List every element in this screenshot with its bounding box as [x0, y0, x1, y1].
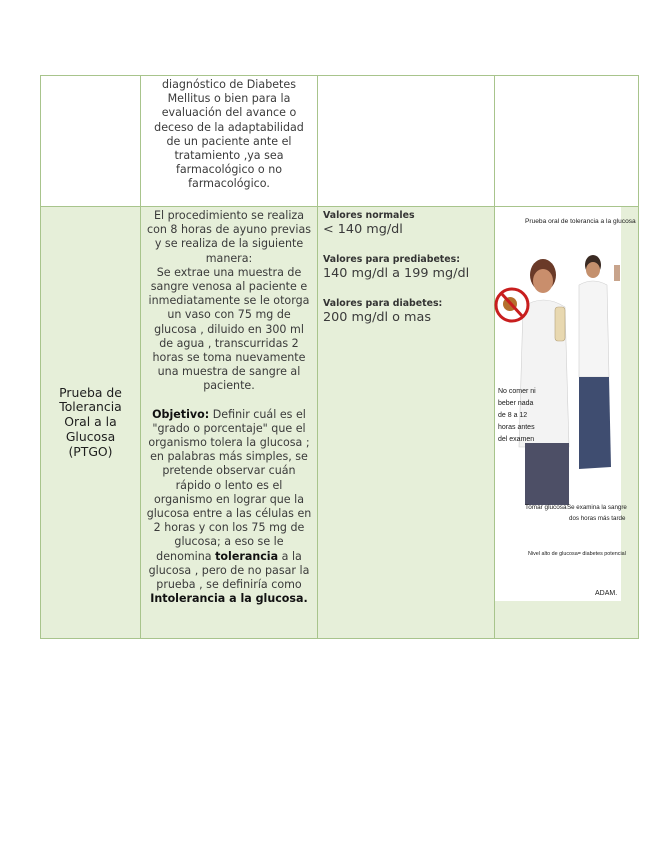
intolerance-term: Intolerancia a la glucosa.	[150, 592, 308, 606]
test-name-cell	[41, 207, 141, 639]
table-row	[41, 207, 639, 639]
tolerance-term: tolerancia	[215, 549, 279, 563]
normal-values: < 140 mg/dl	[323, 222, 403, 237]
svg-text:horas antes: horas antes	[498, 424, 535, 431]
illustration-title: Prueba oral de tolerancia a la glucosa	[525, 218, 636, 225]
svg-text:beber nada: beber nada	[498, 400, 534, 407]
woman-skirt	[525, 443, 569, 505]
values-list	[318, 207, 494, 326]
caption-exam-line1: Se examina la sangre	[567, 504, 627, 511]
values-cell	[318, 207, 495, 639]
objective-text: Definir cuál es el "grado o porcentaje" que el organismo tolera la glucosa ; en palabras más simples, se pretende observar cuán rápido o lento es el organismo en lograr que la glucosa entre a las células en 2 horas y con los 75 mg de glucosa; a eso se le denomina	[146, 407, 312, 563]
tolerance-tail: a la glucosa , pero de no pasar la prueba , se definiría como	[148, 549, 310, 592]
man-shirt	[579, 281, 609, 377]
test-name: Prueba de Tolerancia Oral a la Glucosa (PTGO)	[59, 384, 122, 459]
diabetes-values: 200 mg/dl o mas	[323, 310, 432, 325]
procedure-intro: El procedimiento se realiza con 8 horas de ayuno previas y se realiza de la siguiente manera:	[146, 209, 312, 265]
brand-logo: ADAM.	[595, 590, 618, 597]
empty-cell	[495, 76, 639, 207]
man-face	[586, 262, 600, 278]
svg-text:del examen: del examen	[498, 436, 535, 443]
procedure-detail: Se extrae una muestra de sangre venosa al paciente e inmediatamente se le otorga un vaso con 75 mg de glucosa , diluido en 300 ml de agua , transcurridas 2 horas se toma nuevamente una muestra de sangre al paciente.	[148, 265, 310, 393]
glucose-test-illustration	[495, 207, 636, 601]
caption-exam-line2: dos horas más tarde	[569, 515, 626, 522]
diabetes-values-label: Valores para diabetes:	[323, 298, 443, 309]
paragraph-gap	[146, 394, 312, 408]
normal-values-label: Valores normales	[323, 210, 415, 221]
image-cell	[495, 207, 639, 639]
empty-cell	[318, 76, 495, 207]
caption-drink: Tomar glucosa	[525, 504, 567, 511]
procedure-text	[141, 207, 317, 606]
man-pants	[579, 377, 611, 469]
blood-sample-tube	[614, 265, 620, 281]
objective-paragraph	[146, 408, 312, 607]
info-table	[40, 75, 639, 639]
description-text: diagnóstico de Diabetes Mellitus o bien para la evaluación del avance o deceso de la adaptabilidad de un paciente ante el tratamiento ,ya sea farmacológico o no farmacológico.	[154, 78, 304, 191]
svg-text:No comer ni: No comer ni	[498, 388, 536, 395]
procedure-cell	[141, 207, 318, 639]
prediabetes-values: 140 mg/dl a 199 mg/dl	[323, 266, 470, 281]
description-cell	[141, 76, 318, 207]
glucose-glass	[555, 307, 565, 341]
svg-text:de 8 a 12: de 8 a 12	[498, 412, 528, 419]
woman-face	[533, 269, 553, 293]
table-row	[41, 76, 639, 207]
caption-level: Nivel alto de glucosa= diabetes potencial	[528, 551, 626, 557]
empty-cell	[41, 76, 141, 207]
objective-label: Objetivo:	[152, 407, 210, 421]
prediabetes-values-label: Valores para prediabetes:	[323, 254, 460, 265]
